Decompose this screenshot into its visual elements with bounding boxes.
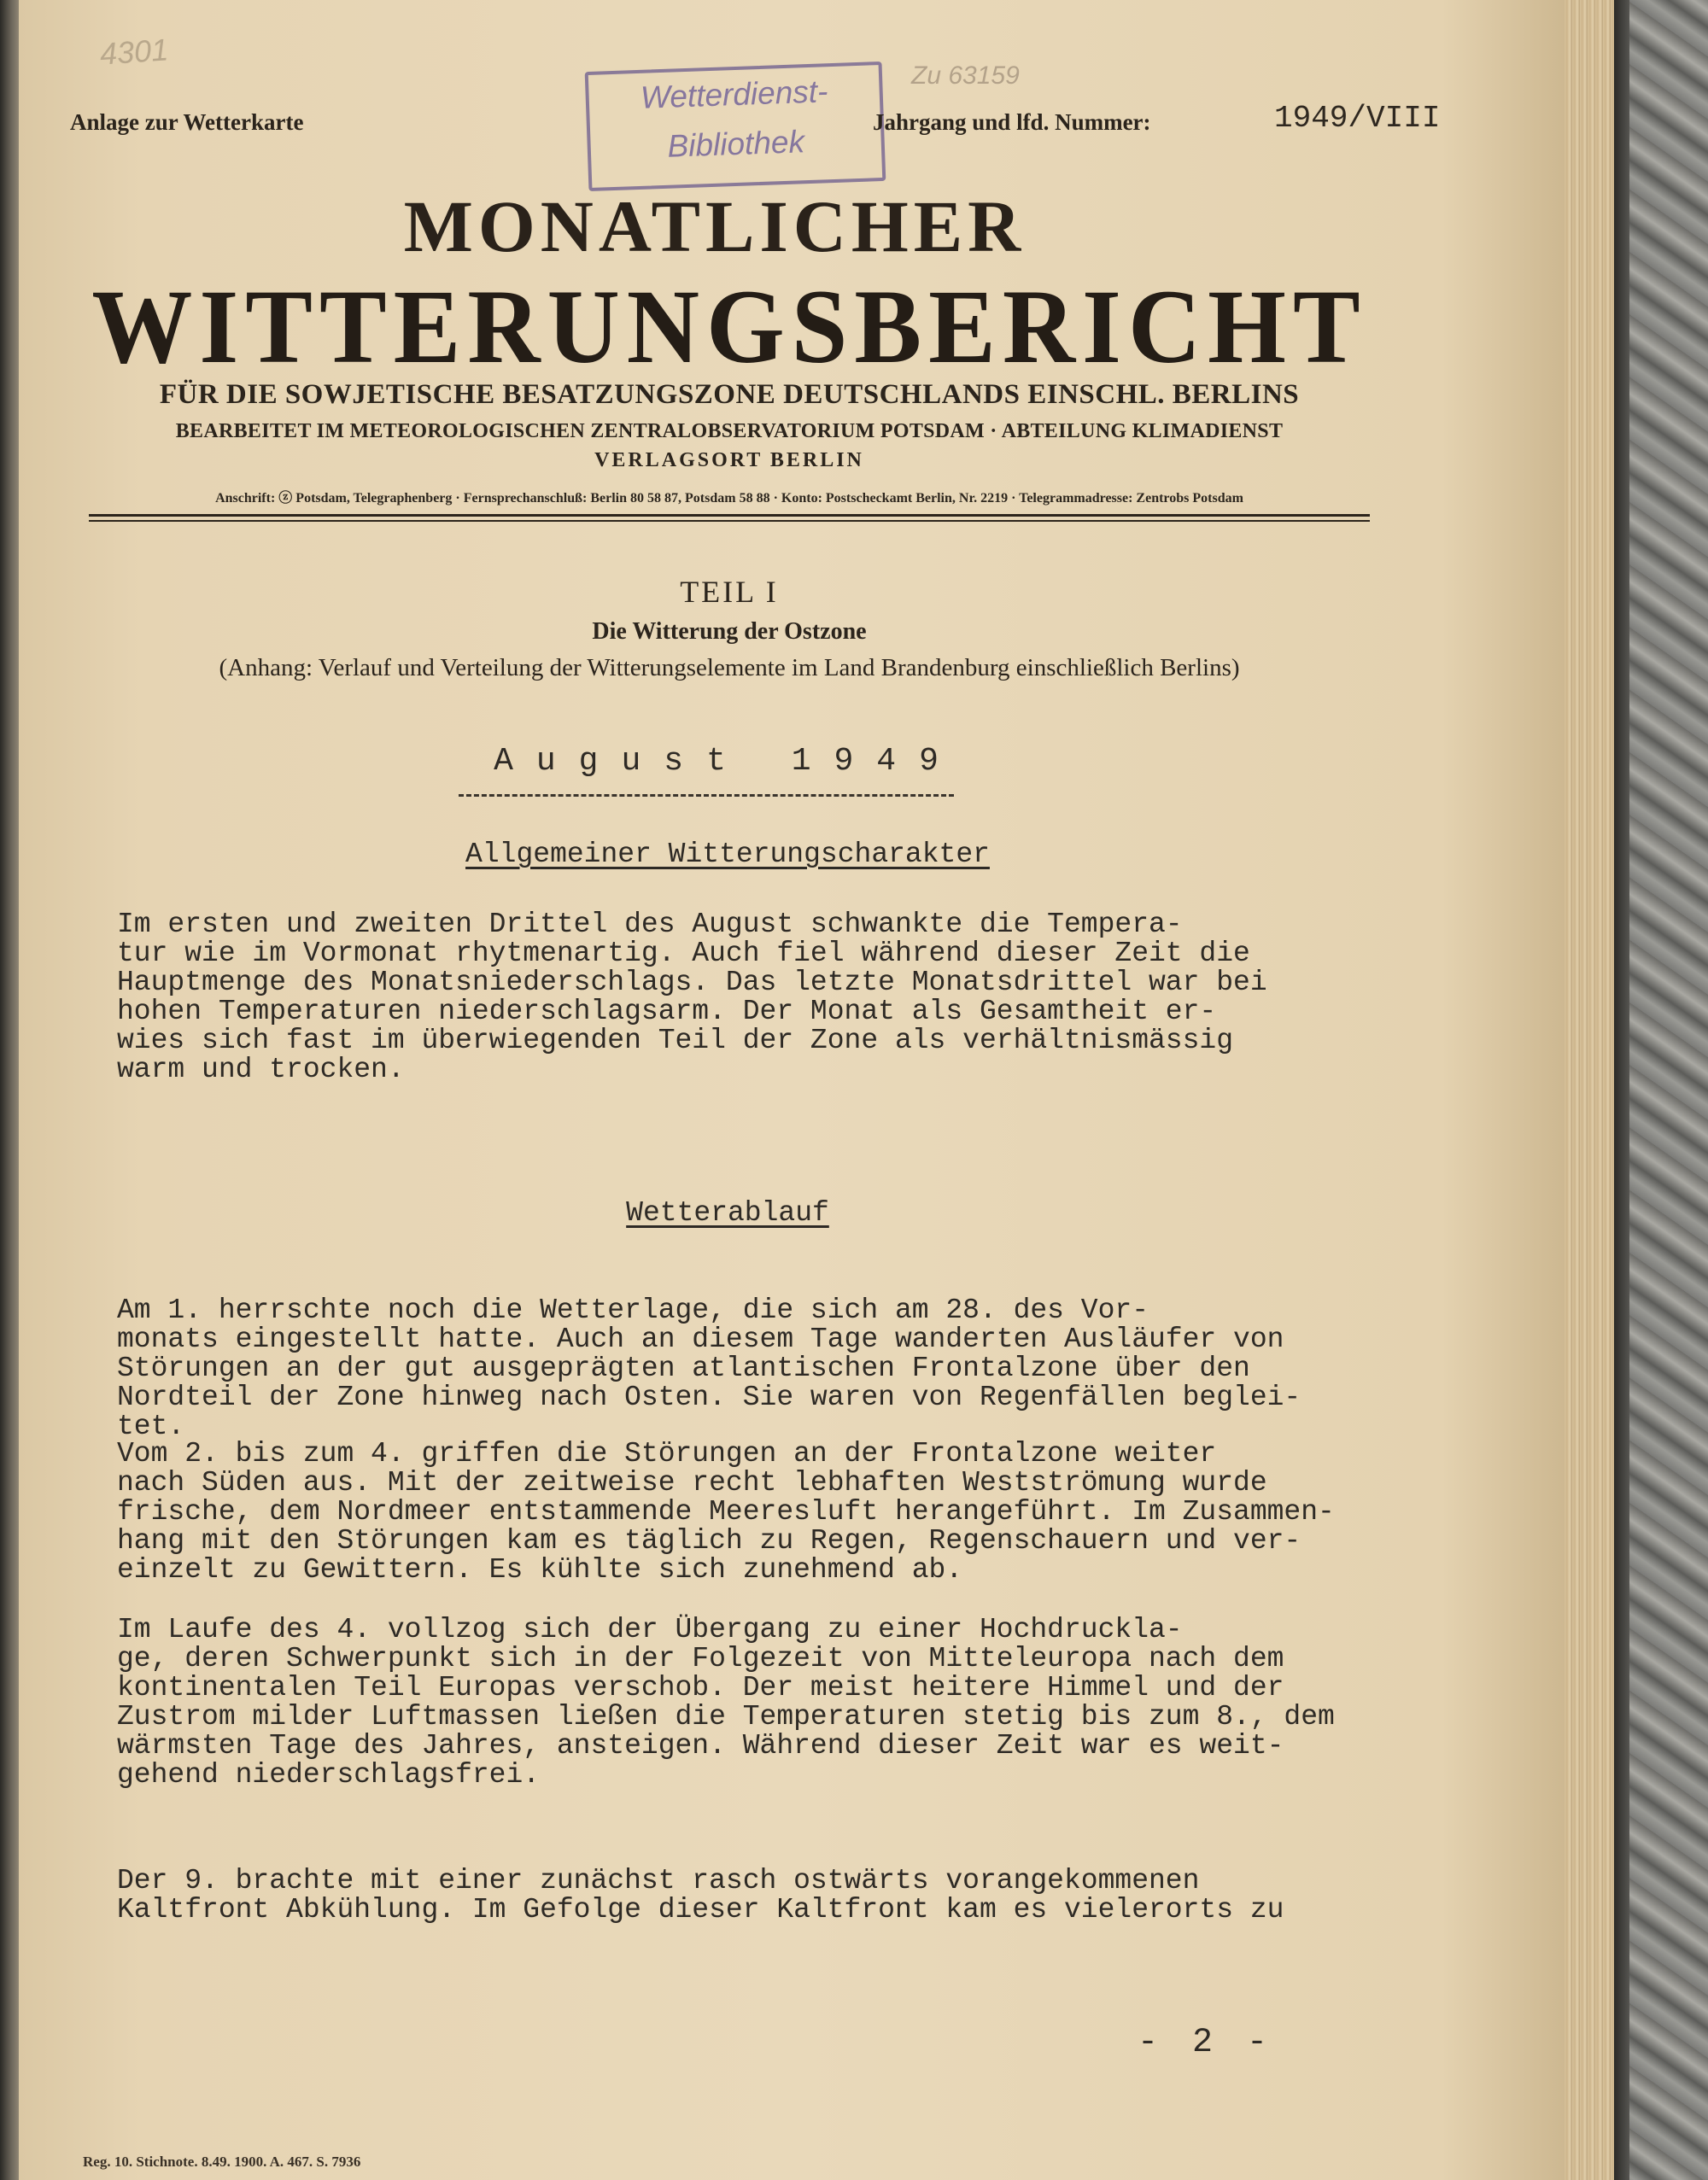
masthead-title-line-2: WITTERUNGSBERICHT xyxy=(91,267,1367,386)
heading-weather-course: Wetterablauf xyxy=(626,1197,829,1229)
archive-number: Zu 63159 xyxy=(911,61,1020,90)
attachment-label: Anlage zur Wetterkarte xyxy=(70,109,304,135)
part-note: (Anhang: Verlauf und Verteilung der Witterungselemente im Land Brandenburg einschließlich Berlins) xyxy=(219,654,1240,681)
course-paragraph: Vom 2. bis zum 4. griffen die Störungen an der Frontalzone weiter nach Süden aus. Mit der zeitweise recht lebhaften Westströmung wurde frische, dem Nordmeer entstammende Meeresluft herangeführt. Im Zusammen- hang mit den Störungen kam es täglich zu Regen, Regenschauern und ver- einzelt zu Gewittern. Es kühlte sich zunehmend ab. xyxy=(117,1438,1335,1586)
page-number: - 2 - xyxy=(1138,2024,1275,2062)
binder-cover-edge xyxy=(1614,0,1629,2180)
masthead-address: Anschrift: ⓩ Potsdam, Telegraphenberg · Fernsprechanschluß: Berlin 80 58 87, Potsdam 58 88 · Konto: Postscheckamt Berlin, Nr. 2219 · Telegrammadresse: Zentrobs Potsdam xyxy=(215,491,1243,506)
heading-general-character: Allgemeiner Witterungscharakter xyxy=(465,839,990,870)
issue-label: Jahrgang und lfd. Nummer: xyxy=(873,109,1151,135)
part-subtitle: Die Witterung der Ostzone xyxy=(592,618,867,645)
course-paragraph: Im Laufe des 4. vollzog sich der Übergang zu einer Hochdruckla- ge, deren Schwerpunkt sich in der Folgezeit von Mitteleuropa nach dem kontinentalen Teil Europas verschob. Der meist heitere Himmel und der Zustrom milder Luftmassen ließen die Temperaturen stetig bis zum 8., dem wärmsten Tage des Jahres, ansteigen. Während dieser Zeit war es weit- gehend niederschlagsfrei. xyxy=(117,1614,1335,1791)
masthead-title-line-1: MONATLICHER xyxy=(403,185,1027,267)
page-stack-edges xyxy=(1565,0,1614,2180)
corner-scribble: 4301 xyxy=(98,32,170,72)
print-note: Reg. 10. Stichnote. 8.49. 1900. A. 467. S. 7936 xyxy=(83,2154,361,2170)
masthead-editor: BEARBEITET IM METEOROLOGISCHEN ZENTRALOBSERVATORIUM POTSDAM · ABTEILUNG KLIMADIENST xyxy=(175,420,1284,442)
part-title: TEIL I xyxy=(680,575,779,609)
binding-left-edge xyxy=(0,0,19,2180)
report-month: August 1949 xyxy=(494,743,962,780)
general-character-text: Im ersten und zweiten Drittel des August schwankte die Tempera- tur wie im Vormonat rhytmenartig. Auch fiel während dieser Zeit die Hauptmenge des Monatsniederschlags. Das letzte Monatsdrittel war bei hohen Temperaturen niederschlagsarm. Der Monat als Gesamtheit er- wies sich fast im überwiegenden Teil der Zone als verhältnismässig warm und trocken. xyxy=(117,909,1267,1085)
masthead-place: VERLAGSORT BERLIN xyxy=(594,449,864,471)
month-underline xyxy=(459,794,954,797)
course-paragraph: Der 9. brachte mit einer zunächst rasch ostwärts vorangekommenen Kaltfront Abkühlung. Im Gefolge dieser Kaltfront kam es vielerorts zu xyxy=(117,1865,1284,1926)
document-page xyxy=(19,0,1565,2180)
masthead-rule-thick xyxy=(89,514,1370,517)
issue-value: 1949/VIII xyxy=(1274,101,1441,136)
stamp-line-2: Bibliothek xyxy=(666,124,805,164)
library-stamp xyxy=(585,61,886,191)
masthead-subtitle: FÜR DIE SOWJETISCHE BESATZUNGSZONE DEUTSCHLANDS EINSCHL. BERLINS xyxy=(159,379,1300,410)
stamp-line-1: Wetterdienst- xyxy=(640,73,829,115)
course-paragraph: Am 1. herrschte noch die Wetterlage, die sich am 28. des Vor- monats eingestellt hatte. Auch an diesem Tage wanderten Ausläufer von Störungen an der gut ausgeprägten atlantischen Frontalzone über den Nordteil der Zone hinweg nach Osten. Sie waren von Regenfällen beglei- tet. xyxy=(117,1295,1301,1442)
masthead-rule-thin xyxy=(89,520,1370,522)
